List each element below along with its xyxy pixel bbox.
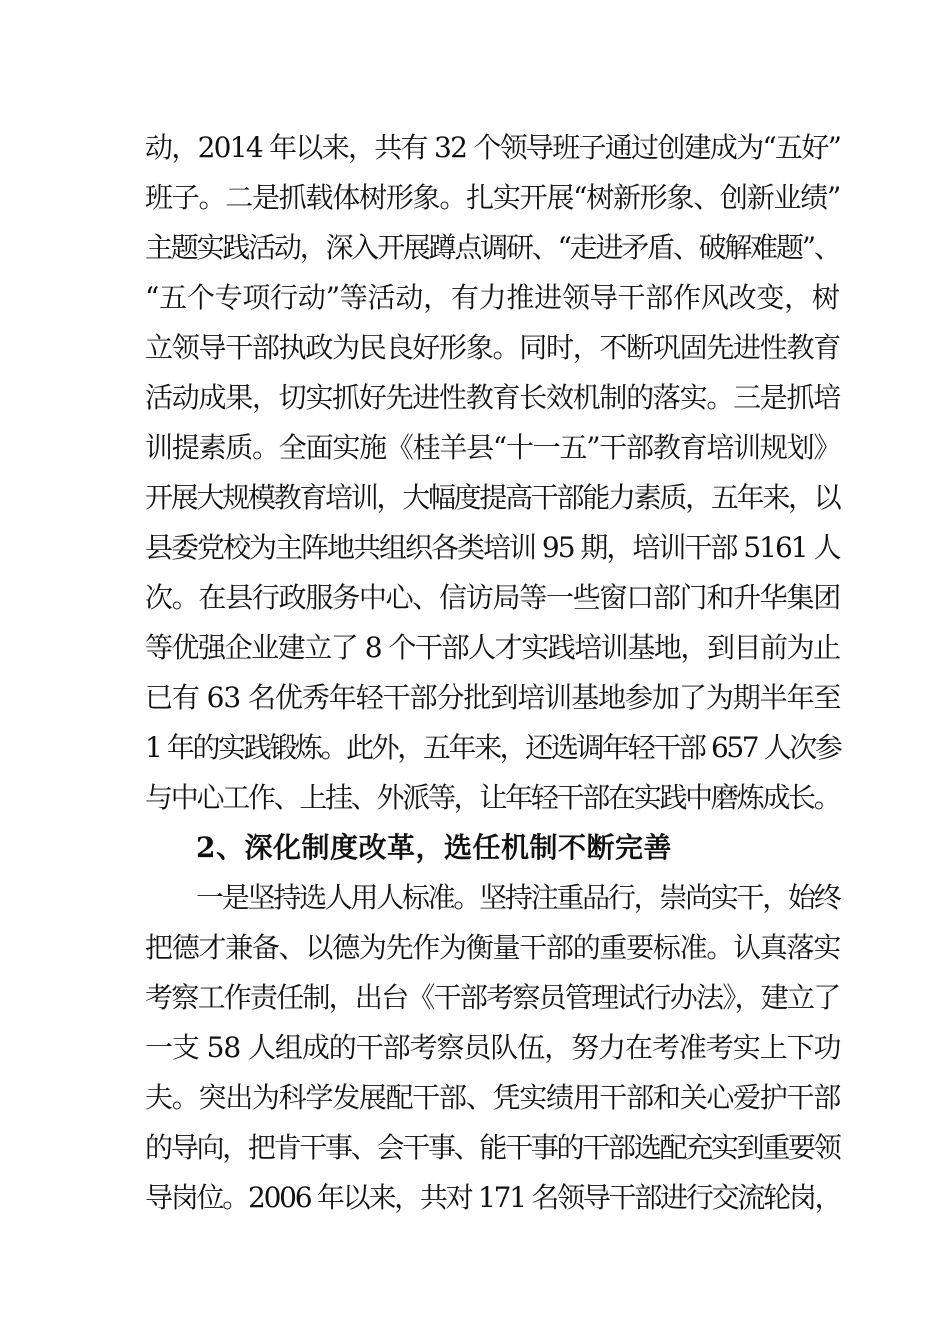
paragraph-line: 等优强企业建立了 8 个干部人才实践培训基地，到目前为止 [145,631,840,664]
paragraph-line: 次。在县行政服务中心、信访局等一些窗口部门和升华集团 [145,581,841,614]
paragraph-line: 一是坚持选人用人标准。坚持注重品行，崇尚实干，始终 [196,881,840,914]
paragraph-line: 班子。二是抓载体树形象。扎实开展“树新形象、创新业绩” [145,181,841,214]
paragraph-line: “五个专项行动”等活动，有力推进领导干部作风改变，树 [145,281,840,314]
paragraph-line: 与中心工作、上挂、外派等，让年轻干部在实践中磨炼成长。 [145,781,840,814]
paragraph-line: 开展大规模教育培训，大幅度提高干部能力素质，五年来，以 [145,481,840,514]
paragraph-line: 一支 58 人组成的干部考察员队伍，努力在考准考实上下功 [145,1031,841,1064]
paragraph-line: 导岗位。2006 年以来，共对 171 名领导干部进行交流轮岗， [145,1181,841,1214]
paragraph-line: 1 年的实践锻炼。此外，五年来，还选调年轻干部 657 人次参 [145,731,841,764]
paragraph-line: 已有 63 名优秀年轻干部分批到培训基地参加了为期半年至 [145,681,841,714]
paragraph-line: 训提素质。全面实施《桂羊县“十一五”干部教育培训规划》 [145,431,841,464]
paragraph-line: 考察工作责任制，出台《干部考察员管理试行办法》，建立了 [145,981,840,1014]
section-heading: 2、深化制度改革，选任机制不断完善 [196,831,672,864]
paragraph-line: 动，2014 年以来，共有 32 个领导班子通过创建成为“五好” [145,131,841,164]
paragraph-line: 主题实践活动，深入开展蹲点调研、“走进矛盾、破解难题”、 [145,231,840,264]
paragraph-line: 县委党校为主阵地共组织各类培训 95 期，培训干部 5161 人 [145,531,840,564]
paragraph-line: 的导向，把肯干事、会干事、能干事的干部选配充实到重要领 [145,1131,840,1164]
paragraph-line: 立领导干部执政为民良好形象。同时，不断巩固先进性教育 [145,331,841,364]
paragraph-line: 夫。突出为科学发展配干部、凭实绩用干部和关心爱护干部 [145,1081,841,1114]
paragraph-line: 活动成果，切实抓好先进性教育长效机制的落实。三是抓培 [145,381,841,414]
paragraph-line: 把德才兼备、以德为先作为衡量干部的重要标准。认真落实 [145,931,841,964]
